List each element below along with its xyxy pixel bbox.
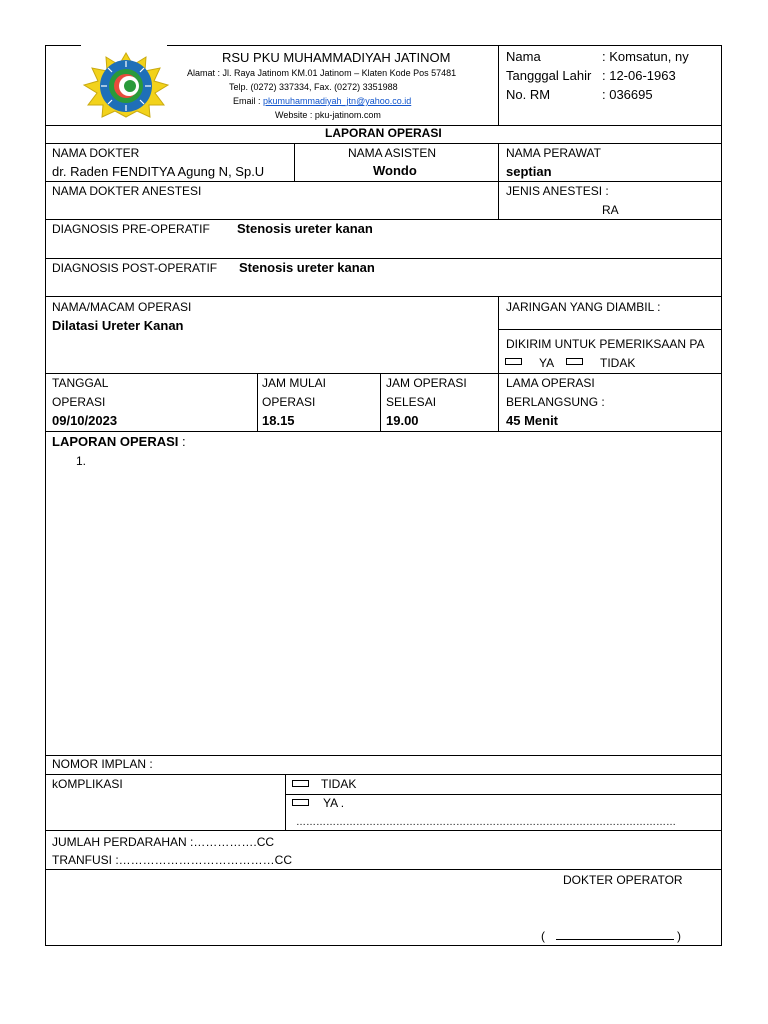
hospital-website: Website : pku-jatinom.com: [275, 110, 381, 120]
end-label-2: SELESAI: [386, 395, 437, 409]
diagnosis-post-label: DIAGNOSIS POST-OPERATIF: [52, 261, 218, 275]
duration-label-1: LAMA OPERASI: [506, 376, 595, 390]
diagnosis-post-value: Stenosis ureter kanan: [239, 260, 375, 275]
hospital-name: RSU PKU MUHAMMADIYAH JATINOM: [222, 50, 451, 65]
pa-label: DIKIRIM UNTUK PEMERIKSAAN PA: [506, 337, 705, 351]
assistant-value: Wondo: [373, 163, 417, 178]
hospital-phone: Telp. (0272) 337334, Fax. (0272) 3351988: [229, 82, 398, 92]
hospital-address: Alamat : Jl. Raya Jatinom KM.01 Jatinom – Klaten Kode Pos 57481: [187, 68, 457, 78]
nurse-label: NAMA PERAWAT: [506, 146, 601, 160]
hospital-logo-icon: [80, 51, 172, 119]
operation-report-form: [45, 45, 722, 946]
operation-name-value: Dilatasi Ureter Kanan: [52, 318, 184, 333]
patient-dob-label: Tangggal Lahir: [506, 68, 592, 83]
duration-label-2: BERLANGSUNG :: [506, 395, 605, 409]
patient-dob-value: : 12-06-1963: [602, 68, 676, 83]
diagnosis-pre-value: Stenosis ureter kanan: [237, 221, 373, 236]
report-heading: [52, 435, 186, 450]
pa-yes-checkbox[interactable]: [505, 358, 522, 365]
pa-yes-label: YA: [539, 356, 555, 370]
pa-no-checkbox[interactable]: [566, 358, 583, 365]
duration-value: 45 Menit: [506, 413, 559, 428]
transfusion: TRANFUSI :…………………………………CC: [52, 853, 292, 867]
hospital-email-line: [233, 96, 411, 106]
patient-name-label: Nama: [506, 49, 541, 64]
patient-name-value: : Komsatun, ny: [602, 49, 689, 64]
complication-yes-label: YA .: [323, 796, 345, 810]
email-label: Email :: [233, 96, 264, 106]
report-label-suffix: :: [178, 434, 186, 449]
patient-rm-label: No. RM: [506, 87, 551, 102]
complication-yes-checkbox[interactable]: [292, 799, 309, 806]
signature-open-paren: (: [541, 929, 545, 943]
end-value: 19.00: [386, 413, 419, 428]
diagnosis-pre-label: DIAGNOSIS PRE-OPERATIF: [52, 222, 210, 236]
start-label-1: JAM MULAI: [262, 376, 327, 390]
signature-close-paren: ): [677, 929, 681, 943]
signature-label: DOKTER OPERATOR: [563, 873, 683, 887]
border-gap: [81, 44, 167, 47]
email-link[interactable]: pkumuhammadiyah_jtn@yahoo.co.id: [263, 96, 412, 106]
report-label: LAPORAN OPERASI: [52, 434, 179, 449]
tissue-label: JARINGAN YANG DIAMBIL :: [506, 300, 661, 314]
date-label-2: OPERASI: [52, 395, 106, 409]
signature-line: [556, 939, 674, 940]
implant-label: NOMOR IMPLAN :: [52, 757, 153, 771]
complication-detail-line: ……………………………………………………………………………………………………: [296, 817, 676, 828]
anesthesia-type-value: RA: [602, 203, 619, 217]
complication-label: kOMPLIKASI: [52, 777, 123, 791]
complication-no-checkbox[interactable]: [292, 780, 309, 787]
complication-no-label: TIDAK: [321, 777, 357, 791]
anesthesia-doctor-label: NAMA DOKTER ANESTESI: [52, 184, 202, 198]
nurse-value: septian: [506, 164, 552, 179]
date-value: 09/10/2023: [52, 413, 118, 428]
doctor-label: NAMA DOKTER: [52, 146, 140, 160]
operation-name-label: NAMA/MACAM OPERASI: [52, 300, 192, 314]
start-value: 18.15: [262, 413, 295, 428]
pa-no-label: TIDAK: [600, 356, 636, 370]
report-item-1: 1.: [76, 454, 87, 468]
end-label-1: JAM OPERASI: [386, 376, 467, 390]
anesthesia-type-label: JENIS ANESTESI :: [506, 184, 609, 198]
form-title: LAPORAN OPERASI: [325, 126, 442, 140]
assistant-label: NAMA ASISTEN: [348, 146, 437, 160]
blood-loss: JUMLAH PERDARAHAN :…………….CC: [52, 835, 275, 849]
doctor-value: dr. Raden FENDITYA Agung N, Sp.U: [52, 164, 265, 179]
date-label-1: TANGGAL: [52, 376, 109, 390]
patient-rm-value: : 036695: [602, 87, 653, 102]
start-label-2: OPERASI: [262, 395, 316, 409]
